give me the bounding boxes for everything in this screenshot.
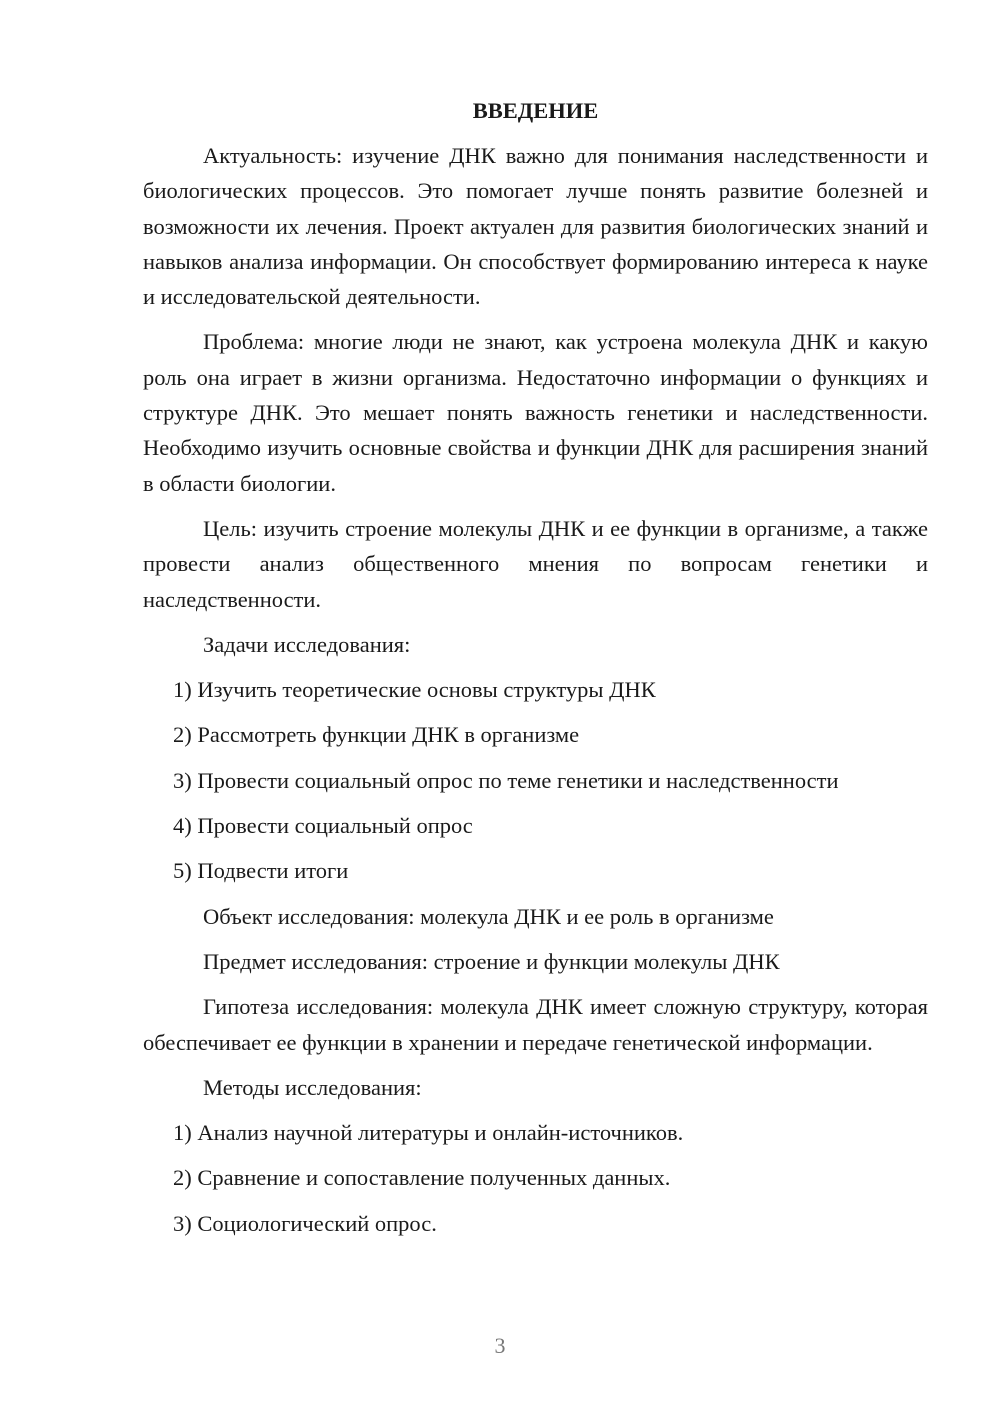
list-item: 3) Социологический опрос.	[173, 1210, 437, 1236]
list-item: 2) Рассмотреть функции ДНК в организме	[173, 722, 580, 748]
goal-paragraph: Цель: изучить строение молекулы ДНК и ее функции в организме, а также провести анализ общественного мнения по вопросам генетики и наследственности.	[143, 515, 928, 612]
methods-heading: Методы исследования:	[203, 1074, 422, 1100]
tasks-heading: Задачи исследования:	[203, 631, 411, 657]
document-page	[143, 93, 928, 1251]
list-item: 5) Подвести итоги	[173, 858, 349, 884]
hypothesis-paragraph: Гипотеза исследования: молекула ДНК имеет сложную структуру, которая обеспечивает ее функции в хранении и передаче генетической информации.	[143, 994, 928, 1055]
tasks-list	[143, 672, 928, 888]
page-number: 3	[494, 1333, 506, 1358]
methods-list	[143, 1115, 928, 1241]
page-title: ВВЕДЕНИЕ	[472, 98, 599, 123]
list-item: 3) Провести социальный опрос по теме генетики и наследственности	[173, 767, 839, 793]
list-item: 1) Изучить теоретические основы структуры ДНК	[173, 677, 656, 703]
list-item: 2) Сравнение и сопоставление полученных данных.	[173, 1165, 671, 1191]
list-item: 4) Провести социальный опрос	[173, 813, 473, 839]
list-item: 1) Анализ научной литературы и онлайн-источников.	[173, 1120, 684, 1146]
problem-paragraph: Проблема: многие люди не знают, как устроена молекула ДНК и какую роль она играет в жизни организма. Недостаточно информации о функциях и структуре ДНК. Это мешает понять важность генетики и наследственности. Необходимо изучить основные свойства и функции ДНК для расширения знаний в области биологии.	[143, 329, 928, 496]
research-object: Объект исследования: молекула ДНК и ее роль в организме	[203, 903, 774, 929]
relevance-paragraph: Актуальность: изучение ДНК важно для понимания наследственности и биологических процессов. Это помогает лучше понять развитие болезней и возможности их лечения. Проект актуален для развития биологических знаний и навыков анализа информации. Он способствует формированию интереса к науке и исследовательской деятельности.	[143, 143, 928, 310]
research-subject: Предмет исследования: строение и функции молекулы ДНК	[203, 948, 780, 974]
